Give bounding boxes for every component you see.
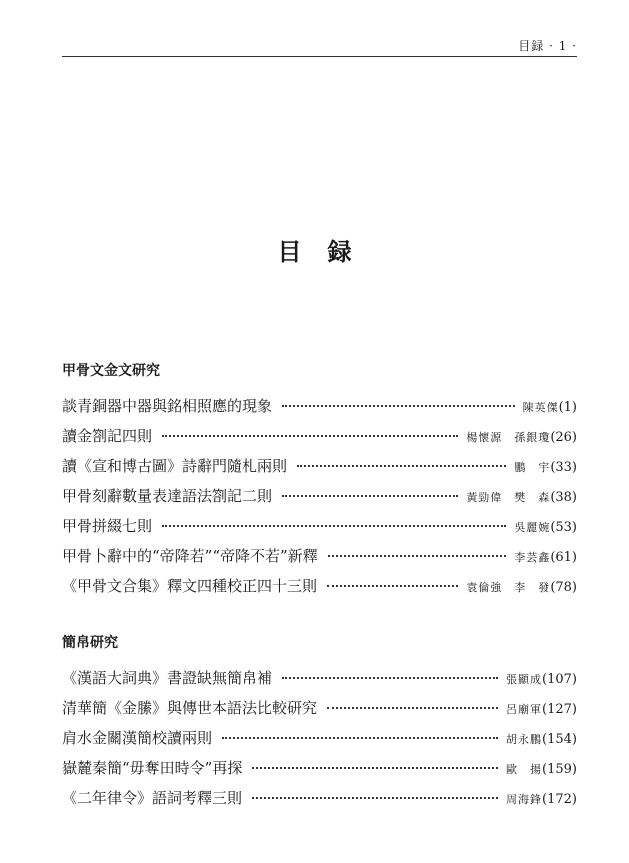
entry-title: 甲骨拼綴七則: [62, 517, 153, 535]
entry-page-number: (53): [550, 520, 577, 535]
toc-entry[interactable]: [62, 783, 577, 813]
entry-page-number: (61): [550, 550, 577, 565]
toc-entry[interactable]: [62, 753, 577, 783]
page-header: [62, 34, 577, 57]
entry-title: 《漢語大詞典》書證缺無簡帛補: [62, 669, 273, 687]
entry-title: 讀金劄記四則: [62, 427, 153, 445]
entry-author: 胡永鵬: [506, 733, 543, 746]
entry-author: 吳麗婉: [514, 521, 551, 534]
entry-page-number: (78): [550, 580, 577, 595]
entry-author: 陳英傑: [522, 401, 559, 414]
dot-leader: [222, 737, 498, 739]
entry-title: 甲骨刻辭數量表達語法劄記二則: [62, 487, 273, 505]
toc-entry[interactable]: [62, 421, 577, 451]
dot-leader: [297, 465, 506, 467]
dot-leader: [252, 767, 498, 769]
toc-entry[interactable]: [62, 693, 577, 723]
toc-entry[interactable]: [62, 391, 577, 421]
entry-page-number: (107): [542, 672, 577, 687]
page-title: 目録: [277, 237, 378, 266]
dot-leader: [282, 405, 515, 407]
entry-title: 談青銅器中器與銘相照應的現象: [62, 397, 273, 415]
dot-leader: [162, 525, 506, 527]
entry-author: 楊懷源 孫銀瓊: [466, 431, 551, 444]
entry-page-number: (127): [542, 702, 577, 717]
entry-author: 鵬 宇: [514, 461, 551, 474]
entry-author: 周海鋒: [506, 793, 543, 806]
section-oracle-bronze: [62, 361, 577, 601]
dot-leader: [162, 435, 458, 437]
entry-title: 《二年律令》語詞考釋三則: [62, 789, 243, 807]
section-bamboo-silk: [62, 633, 577, 813]
toc-entry[interactable]: [62, 571, 577, 601]
toc-entry[interactable]: [62, 451, 577, 481]
dot-leader: [252, 797, 498, 799]
entry-page-number: (159): [542, 762, 577, 777]
entry-author: 黃勁偉 樊 森: [466, 491, 551, 504]
entry-author: 歐 揚: [506, 763, 543, 776]
dot-leader: [328, 555, 507, 557]
section-heading: 簡帛研究: [62, 635, 118, 651]
entry-title: 《甲骨文合集》釋文四種校正四十三則: [62, 577, 318, 595]
entry-page-number: (172): [542, 792, 577, 807]
entry-page-number: (33): [550, 460, 577, 475]
entry-title: 肩水金關漢簡校讀兩則: [62, 729, 213, 747]
entry-title: 甲骨卜辭中的“帝降若”“帝降不若”新釋: [62, 547, 318, 565]
entry-title: 讀《宣和博古圖》詩辭門隨札兩則: [62, 457, 288, 475]
dot-leader: [282, 677, 498, 679]
entry-author: 呂廟軍: [506, 703, 543, 716]
toc-entry[interactable]: [62, 723, 577, 753]
toc-list: [62, 391, 577, 601]
dot-leader: [327, 585, 458, 587]
toc-entry[interactable]: [62, 663, 577, 693]
toc-entry[interactable]: [62, 511, 577, 541]
entry-page-number: (38): [550, 490, 577, 505]
entry-author: 張顯成: [506, 673, 543, 686]
entry-title: 清華簡《金縢》與傳世本語法比較研究: [62, 699, 318, 717]
toc-list: [62, 663, 577, 813]
entry-page-number: (1): [558, 400, 577, 415]
entry-title: 嶽麓秦簡“毋奪田時令”再探: [62, 759, 243, 777]
running-head: 目録 · 1 ·: [518, 39, 577, 53]
toc-entry[interactable]: [62, 541, 577, 571]
entry-page-number: (26): [550, 430, 577, 445]
dot-leader: [327, 707, 498, 709]
entry-page-number: (154): [542, 732, 577, 747]
entry-author: 李芸鑫: [514, 551, 551, 564]
entry-author: 袁倫強 李 發: [466, 581, 551, 594]
dot-leader: [282, 495, 458, 497]
toc-entry[interactable]: [62, 481, 577, 511]
section-heading: 甲骨文金文研究: [62, 363, 160, 379]
